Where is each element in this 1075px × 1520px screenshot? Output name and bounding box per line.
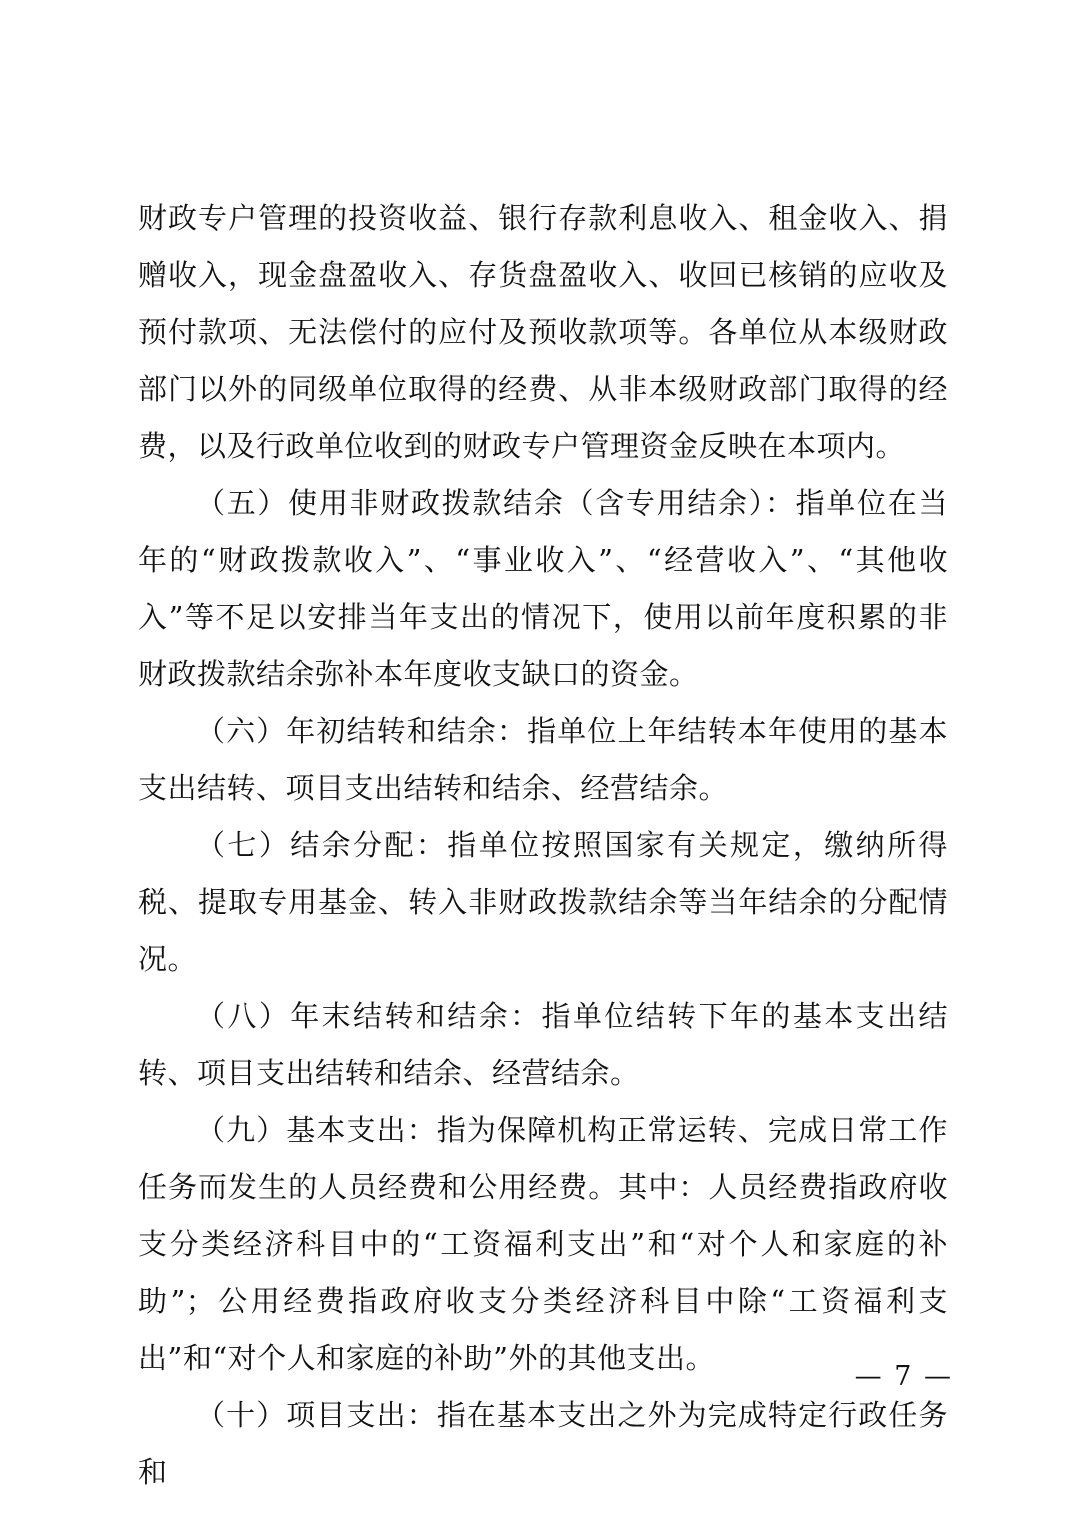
paragraph-item-9: （九）基本支出：指为保障机构正常运转、完成日常工作任务而发生的人员经费和公用经费。其中：人员经费指政府收支分类经济科目中的“工资福利支出”和“对个人和家庭的补助”；公用经费指政府收支分类经济科目中除“工资福利支出”和“对个人和家庭的补助”外的其他支出。	[138, 1113, 948, 1375]
paragraph-item-7: （七）结余分配：指单位按照国家有关规定，缴纳所得税、提取专用基金、转入非财政拨款结余等当年结余的分配情况。	[138, 828, 948, 976]
page-body	[138, 190, 948, 1501]
paragraph-item-8: （八）年末结转和结余：指单位结转下年的基本支出结转、项目支出结转和结余、经营结余。	[138, 999, 948, 1090]
paragraph-item-10: （十）项目支出：指在基本支出之外为完成特定行政任务和	[138, 1398, 948, 1489]
paragraph-continued: 财政专户管理的投资收益、银行存款利息收入、租金收入、捐赠收入，现金盘盈收入、存货盘盈收入、收回已核销的应收及预付款项、无法偿付的应付及预收款项等。各单位从本级财政部门以外的同级单位取得的经费、从非本级财政部门取得的经费，以及行政单位收到的财政专户管理资金反映在本项内。	[138, 201, 948, 463]
paragraph-item-6: （六）年初结转和结余：指单位上年结转本年使用的基本支出结转、项目支出结转和结余、经营结余。	[138, 714, 948, 805]
paragraph-item-5: （五）使用非财政拨款结余（含专用结余）：指单位在当年的“财政拨款收入”、“事业收入”、“经营收入”、“其他收入”等不足以安排当年支出的情况下，使用以前年度积累的非财政拨款结余弥补本年度收支缺口的资金。	[138, 486, 948, 691]
page-number: — 7 —	[854, 1361, 953, 1392]
